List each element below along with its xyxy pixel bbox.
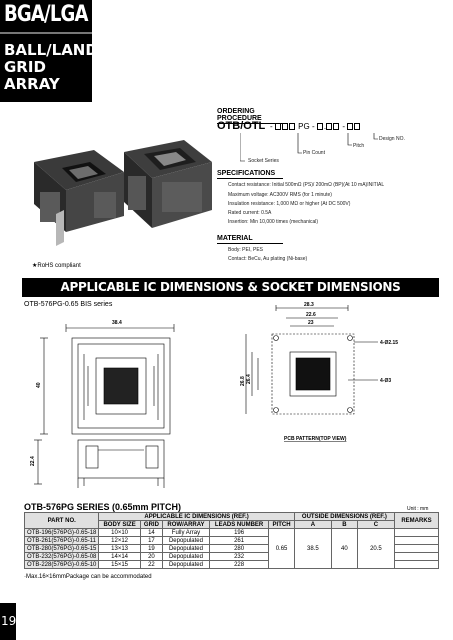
dim-bottom-left: 22.4 — [30, 456, 36, 466]
material-line: Contact: BeCu, Au plating (Ni-base) — [228, 256, 308, 262]
section-subtitle-line-2: GRID — [4, 58, 46, 76]
dim-top-width: 38.4 — [112, 320, 122, 326]
ordering-procedure-heading: ORDERING PROCEDURE — [217, 108, 283, 124]
code-box — [326, 123, 332, 130]
cell-part: OTB-261(576PG)-0.65-11 — [25, 537, 99, 545]
mount-hole — [274, 336, 279, 341]
cell-b: 40 — [331, 529, 357, 569]
section-title: BGA/LGA — [4, 2, 88, 27]
col-body-size: BODY SIZE — [99, 521, 140, 529]
cell-row: Depopulated — [163, 561, 210, 569]
spec-line: Rated current: 0.5A — [228, 210, 272, 216]
specifications-heading: SPECIFICATIONS — [217, 170, 283, 179]
code-box — [289, 123, 295, 130]
cell-leads: 280 — [209, 545, 268, 553]
cell-grid: 20 — [140, 553, 162, 561]
col-grid: GRID — [140, 521, 162, 529]
material-heading: MATERIAL — [217, 235, 283, 244]
cell-part: OTB-280(576PG)-0.65-15 — [25, 545, 99, 553]
socket-series-label: Socket Series — [248, 158, 279, 164]
model-prefix: OTB/OTL — [217, 120, 266, 132]
socket-outline-drawing — [24, 308, 204, 498]
spec-line: Maximum voltage: AC300V RMS (for 1 minute) — [228, 192, 332, 198]
col-a: A — [294, 521, 331, 529]
mount-hole — [348, 336, 353, 341]
order-code-pattern: - PG - . - — [270, 122, 361, 131]
cell-body: 15×15 — [99, 561, 140, 569]
cell-remarks — [395, 561, 439, 569]
design-no-label: Design NO. — [379, 136, 405, 142]
col-b: B — [331, 521, 357, 529]
cell-grid: 14 — [140, 529, 162, 537]
socket-photo-open — [34, 150, 124, 246]
col-group-applicable: APPLICABLE IC DIMENSIONS (REF.) — [99, 513, 294, 521]
mount-hole — [274, 408, 279, 413]
code-box — [317, 123, 323, 130]
section-header-bar — [0, 0, 98, 102]
cell-leads: 196 — [209, 529, 268, 537]
dim-side-a: 4-Ø2.15 — [380, 340, 399, 346]
cell-row: Depopulated — [163, 553, 210, 561]
cell-body: 14×14 — [99, 553, 140, 561]
cell-body: 12×12 — [99, 537, 140, 545]
col-part-no: PART NO. — [25, 513, 99, 529]
cell-part: OTB-196(576PG)-0.65-18 — [25, 529, 99, 537]
dim-right-top-c: 23 — [308, 320, 314, 326]
cell-remarks — [395, 529, 439, 537]
cell-row: Fully Array — [163, 529, 210, 537]
dimensions-banner: APPLICABLE IC DIMENSIONS & SOCKET DIMENSIONS — [22, 278, 439, 297]
rohs-note: ★RoHS compliant — [32, 263, 81, 269]
col-c: C — [357, 521, 394, 529]
cell-part: OTB-232(576PG)-0.65-08 — [25, 553, 99, 561]
dim-right-top-b: 22.6 — [306, 312, 316, 318]
cell-leads: 232 — [209, 553, 268, 561]
spec-line: Insertion: Min 10,000 times (mechanical) — [228, 219, 319, 225]
header-divider — [0, 32, 92, 34]
spec-line: Insulation resistance: 1,000 MΩ or higher (At DC 500V) — [228, 201, 351, 207]
cell-grid: 17 — [140, 537, 162, 545]
code-box — [282, 123, 288, 130]
cell-leads: 261 — [209, 537, 268, 545]
col-remarks: REMARKS — [395, 513, 439, 529]
product-photo — [24, 132, 214, 257]
table-title: OTB-576PG SERIES (0.65mm PITCH) — [24, 502, 182, 512]
pcb-pattern-drawing — [228, 300, 433, 450]
pcb-caption: PCB PATTERN(TOP VIEW) — [284, 436, 347, 442]
code-box — [354, 123, 360, 130]
cell-grid: 19 — [140, 545, 162, 553]
code-box — [333, 123, 339, 130]
dim-left-small-a: 26.8 — [240, 376, 246, 386]
spec-line: Contact resistance: Initial 500mΩ (PS)/ 200mΩ (BP)(At 10 mA)INITIAL — [228, 182, 385, 188]
code-separator: - — [270, 122, 273, 131]
col-pitch: PITCH — [269, 521, 295, 529]
code-pg-label: PG — [298, 122, 310, 131]
cell-body: 13×13 — [99, 545, 140, 553]
cell-body: 10×10 — [99, 529, 140, 537]
code-box — [275, 123, 281, 130]
code-box — [347, 123, 353, 130]
col-row-array: ROW/ARRAY — [163, 521, 210, 529]
cell-row: Depopulated — [163, 545, 210, 553]
table-row — [25, 529, 439, 537]
dim-left-height: 40 — [36, 382, 42, 388]
code-separator: - — [342, 122, 345, 131]
cell-remarks — [395, 545, 439, 553]
dim-left-small-b: 26.4 — [246, 374, 252, 384]
section-subtitle-line-3: ARRAY — [4, 75, 60, 93]
mount-hole — [348, 408, 353, 413]
material-line: Body: PEI, PES — [228, 247, 264, 253]
cell-part: OTB-228(576PG)-0.65-10 — [25, 561, 99, 569]
cell-leads: 228 — [209, 561, 268, 569]
code-separator: - — [311, 122, 315, 131]
pitch-label: Pitch — [353, 143, 365, 149]
pin-count-label: Pin Count — [303, 150, 325, 156]
page-number: 19 — [1, 614, 17, 628]
cell-a: 38.5 — [294, 529, 331, 569]
cell-remarks — [395, 553, 439, 561]
dimensions-table — [24, 512, 439, 569]
series-label: OTB-576PG-0.65 BIS series — [24, 301, 113, 308]
table-footnote: ·Max.16×16mmPackage can be accommodated — [24, 574, 152, 580]
cell-pitch: 0.65 — [269, 529, 295, 569]
dim-side-b: 4-Ø3 — [380, 378, 392, 384]
col-group-outside: OUTSIDE DIMENSIONS (REF.) — [294, 513, 394, 521]
dim-right-top-a: 28.3 — [304, 302, 314, 308]
cell-c: 20.5 — [357, 529, 394, 569]
cell-grid: 22 — [140, 561, 162, 569]
socket-photo-closed — [124, 140, 212, 228]
section-subtitle-line-1: BALL/LAND — [4, 41, 98, 59]
col-leads-number: LEADS NUMBER — [209, 521, 268, 529]
cell-row: Depopulated — [163, 537, 210, 545]
cell-remarks — [395, 537, 439, 545]
unit-label: Unit : mm — [407, 506, 429, 512]
